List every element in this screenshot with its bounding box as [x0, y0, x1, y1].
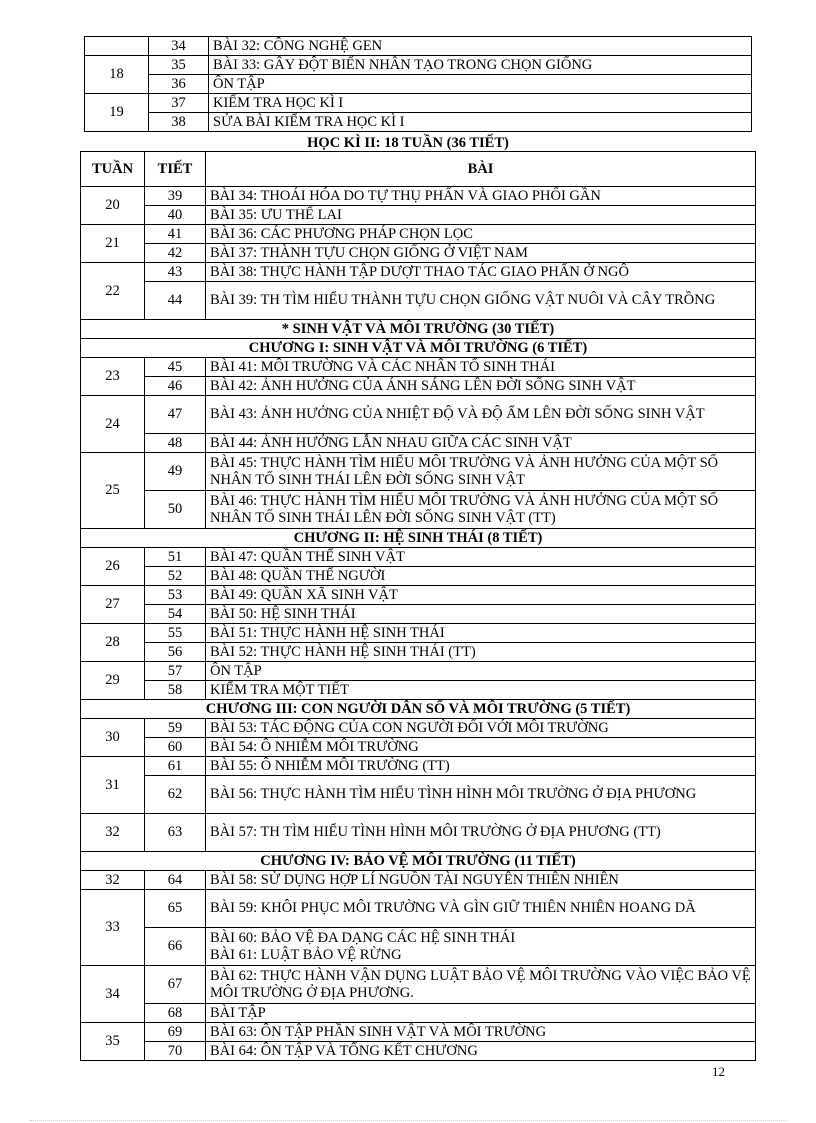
period-cell: 70 [145, 1042, 206, 1061]
lesson-cell: BÀI 53: TÁC ĐỘNG CỦA CON NGƯỜI ĐỐI VỚI MÔI TRƯỜNG [206, 719, 756, 738]
lesson-cell: BÀI 47: QUẦN THỂ SINH VẬT [206, 548, 756, 567]
lesson-cell: BÀI 32: CÔNG NGHỆ GEN [209, 37, 752, 56]
lesson-row [81, 263, 756, 282]
period-cell: 41 [145, 225, 206, 244]
lesson-cell: KIỂM TRA HỌC KÌ I [209, 94, 752, 113]
period-cell: 46 [145, 377, 206, 396]
lesson-row [81, 1004, 756, 1023]
lesson-cell: BÀI 35: ƯU THẾ LAI [206, 206, 756, 225]
lesson-row [81, 871, 756, 890]
section-heading-row [81, 339, 756, 358]
lesson-row [81, 814, 756, 852]
lesson-row [81, 377, 756, 396]
lesson-cell: BÀI 62: THỰC HÀNH VẬN DỤNG LUẬT BẢO VỆ MÔI TRƯỜNG VÀO VIỆC BẢO VỆ MÔI TRƯỜNG Ở ĐỊA PHƯƠNG. [206, 966, 756, 1004]
lesson-row [81, 434, 756, 453]
section-heading: CHƯƠNG III: CON NGƯỜI DÂN SỐ VÀ MÔI TRƯỜNG (5 TIẾT) [81, 700, 756, 719]
period-cell: 67 [145, 966, 206, 1004]
lesson-row [81, 1023, 756, 1042]
period-cell: 42 [145, 244, 206, 263]
week-cell: 31 [81, 757, 145, 814]
lesson-cell: BÀI 43: ẢNH HƯỞNG CỦA NHIỆT ĐỘ VÀ ĐỘ ẨM LÊN ĐỜI SỐNG SINH VẬT [206, 396, 756, 434]
period-cell: 47 [145, 396, 206, 434]
period-cell: 48 [145, 434, 206, 453]
lesson-row [85, 37, 752, 56]
week-cell: 18 [85, 56, 149, 94]
lesson-cell: BÀI 56: THỰC HÀNH TÌM HIỂU TÌNH HÌNH MÔI TRƯỜNG Ở ĐỊA PHƯƠNG [206, 776, 756, 814]
semester1-tail-body [85, 37, 752, 132]
semester2-title: HỌC KÌ II: 18 TUẦN (36 TIẾT) [307, 135, 509, 151]
lesson-cell: ÔN TẬP [209, 75, 752, 94]
lesson-row [85, 94, 752, 113]
section-heading-row [81, 852, 756, 871]
header-week: TUẦN [81, 152, 145, 187]
lesson-row [81, 966, 756, 1004]
lesson-row [81, 244, 756, 263]
lesson-cell: BÀI 41: MÔI TRƯỜNG VÀ CÁC NHÂN TỐ SINH THÁI [206, 358, 756, 377]
lesson-row [81, 928, 756, 966]
lesson-cell: BÀI 42: ẢNH HƯỞNG CỦA ÁNH SÁNG LÊN ĐỜI SỐNG SINH VẬT [206, 377, 756, 396]
lesson-cell: BÀI 46: THỰC HÀNH TÌM HIỂU MÔI TRƯỜNG VÀ ẢNH HƯỞNG CỦA MỘT SỐ NHÂN TỐ SINH THÁI LÊN ĐỜI SỐNG SINH VẬT (TT) [206, 491, 756, 529]
semester1-tail-table [84, 36, 752, 132]
section-heading: * SINH VẬT VÀ MÔI TRƯỜNG (30 TIẾT) [81, 320, 756, 339]
section-heading-row [81, 529, 756, 548]
period-cell: 63 [145, 814, 206, 852]
lesson-cell: BÀI 39: TH TÌM HIỂU THÀNH TỰU CHỌN GIỐNG VẬT NUÔI VÀ CÂY TRỒNG [206, 282, 756, 320]
lesson-cell: BÀI 50: HỆ SINH THÁI [206, 605, 756, 624]
period-cell: 35 [149, 56, 209, 75]
lesson-cell: BÀI 58: SỬ DỤNG HỢP LÍ NGUỒN TÀI NGUYÊN THIÊN NHIÊN [206, 871, 756, 890]
period-cell: 68 [145, 1004, 206, 1023]
period-cell: 52 [145, 567, 206, 586]
week-cell: 23 [81, 358, 145, 396]
period-cell: 44 [145, 282, 206, 320]
lesson-row [81, 1042, 756, 1061]
lesson-cell: ÔN TẬP [206, 662, 756, 681]
week-cell: 33 [81, 890, 145, 966]
lesson-cell: BÀI 34: THOÁI HÓA DO TỰ THỤ PHẤN VÀ GIAO PHỐI GẦN [206, 187, 756, 206]
lesson-row [81, 282, 756, 320]
lesson-row [81, 681, 756, 700]
week-cell: 19 [85, 94, 149, 132]
lesson-cell: BÀI 59: KHÔI PHỤC MÔI TRƯỜNG VÀ GÌN GIỮ THIÊN NHIÊN HOANG DÃ [206, 890, 756, 928]
period-cell: 66 [145, 928, 206, 966]
lesson-row [81, 225, 756, 244]
lesson-cell: BÀI 51: THỰC HÀNH HỆ SINH THÁI [206, 624, 756, 643]
lesson-row [81, 890, 756, 928]
header-lesson: BÀI [206, 152, 756, 187]
lesson-row [85, 113, 752, 132]
period-cell: 55 [145, 624, 206, 643]
week-cell: 21 [81, 225, 145, 263]
period-cell: 53 [145, 586, 206, 605]
week-cell: 28 [81, 624, 145, 662]
period-cell: 62 [145, 776, 206, 814]
lesson-cell: BÀI 45: THỰC HÀNH TÌM HIỂU MÔI TRƯỜNG VÀ ẢNH HƯỞNG CỦA MỘT SỐ NHÂN TỐ SINH THÁI LÊN ĐỜI SỐNG SINH VẬT [206, 453, 756, 491]
period-cell: 61 [145, 757, 206, 776]
period-cell: 65 [145, 890, 206, 928]
period-cell: 38 [149, 113, 209, 132]
lesson-cell: BÀI 60: BẢO VỆ ĐA DẠNG CÁC HỆ SINH THÁI BÀI 61: LUẬT BẢO VỆ RỪNG [206, 928, 756, 966]
week-cell [85, 37, 149, 56]
week-cell: 25 [81, 453, 145, 529]
section-heading: CHƯƠNG I: SINH VẬT VÀ MÔI TRƯỜNG (6 TIẾT) [81, 339, 756, 358]
lesson-cell: BÀI 49: QUẦN XÃ SINH VẬT [206, 586, 756, 605]
period-cell: 64 [145, 871, 206, 890]
period-cell: 37 [149, 94, 209, 113]
section-heading: CHƯƠNG II: HỆ SINH THÁI (8 TIẾT) [81, 529, 756, 548]
semester2-schedule-table [80, 151, 756, 1061]
period-cell: 50 [145, 491, 206, 529]
lesson-row [81, 643, 756, 662]
lesson-row [85, 75, 752, 94]
section-heading-row [81, 320, 756, 339]
lesson-row [81, 187, 756, 206]
lesson-row [81, 624, 756, 643]
lesson-row [81, 548, 756, 567]
lesson-cell: BÀI 48: QUẦN THỂ NGƯỜI [206, 567, 756, 586]
lesson-cell: BÀI 55: Ô NHIỄM MÔI TRƯỜNG (TT) [206, 757, 756, 776]
week-cell: 32 [81, 871, 145, 890]
lesson-row [81, 491, 756, 529]
semester2-schedule-body [81, 187, 756, 1061]
period-cell: 57 [145, 662, 206, 681]
lesson-row [81, 662, 756, 681]
header-period: TIẾT [145, 152, 206, 187]
week-cell: 27 [81, 586, 145, 624]
period-cell: 59 [145, 719, 206, 738]
week-cell: 30 [81, 719, 145, 757]
period-cell: 54 [145, 605, 206, 624]
week-cell: 26 [81, 548, 145, 586]
period-cell: 69 [145, 1023, 206, 1042]
lesson-cell: BÀI 36: CÁC PHƯƠNG PHÁP CHỌN LỌC [206, 225, 756, 244]
week-cell: 34 [81, 966, 145, 1023]
lesson-cell: BÀI 38: THỰC HÀNH TẬP DƯỢT THAO TÁC GIAO PHẤN Ở NGÔ [206, 263, 756, 282]
period-cell: 56 [145, 643, 206, 662]
lesson-cell: BÀI 54: Ô NHIỄM MÔI TRƯỜNG [206, 738, 756, 757]
lesson-row [81, 757, 756, 776]
week-cell: 35 [81, 1023, 145, 1061]
lesson-cell: SỬA BÀI KIỂM TRA HỌC KÌ I [209, 113, 752, 132]
lesson-cell: BÀI 64: ÔN TẬP VÀ TỔNG KẾT CHƯƠNG [206, 1042, 756, 1061]
section-heading-row [81, 700, 756, 719]
lesson-cell: BÀI 44: ẢNH HƯỞNG LẪN NHAU GIỮA CÁC SINH VẬT [206, 434, 756, 453]
week-cell: 32 [81, 814, 145, 852]
header-row [81, 152, 756, 187]
lesson-row [81, 567, 756, 586]
lesson-row [81, 396, 756, 434]
period-cell: 58 [145, 681, 206, 700]
lesson-row [81, 586, 756, 605]
lesson-cell: BÀI TẬP [206, 1004, 756, 1023]
lesson-row [81, 738, 756, 757]
page-number: 12 [712, 1064, 725, 1079]
period-cell: 51 [145, 548, 206, 567]
period-cell: 39 [145, 187, 206, 206]
lesson-cell: BÀI 63: ÔN TẬP PHẦN SINH VẬT VÀ MÔI TRƯỜNG [206, 1023, 756, 1042]
lesson-cell: KIỂM TRA MỘT TIẾT [206, 681, 756, 700]
week-cell: 22 [81, 263, 145, 320]
period-cell: 34 [149, 37, 209, 56]
period-cell: 43 [145, 263, 206, 282]
lesson-row [81, 776, 756, 814]
week-cell: 29 [81, 662, 145, 700]
lesson-cell: BÀI 57: TH TÌM HIỂU TÌNH HÌNH MÔI TRƯỜNG Ở ĐỊA PHƯƠNG (TT) [206, 814, 756, 852]
week-cell: 20 [81, 187, 145, 225]
lesson-row [81, 453, 756, 491]
period-cell: 60 [145, 738, 206, 757]
section-heading: CHƯƠNG IV: BẢO VỆ MÔI TRƯỜNG (11 TIẾT) [81, 852, 756, 871]
period-cell: 36 [149, 75, 209, 94]
week-cell: 24 [81, 396, 145, 453]
lesson-cell: BÀI 52: THỰC HÀNH HỆ SINH THÁI (TT) [206, 643, 756, 662]
lesson-row [81, 719, 756, 738]
lesson-cell: BÀI 33: GÂY ĐỘT BIẾN NHÂN TẠO TRONG CHỌN GIỐNG [209, 56, 752, 75]
period-cell: 49 [145, 453, 206, 491]
period-cell: 40 [145, 206, 206, 225]
lesson-row [81, 206, 756, 225]
lesson-row [85, 56, 752, 75]
lesson-row [81, 605, 756, 624]
lesson-cell: BÀI 37: THÀNH TỰU CHỌN GIỐNG Ở VIỆT NAM [206, 244, 756, 263]
period-cell: 45 [145, 358, 206, 377]
page-bottom-rule [30, 1120, 786, 1121]
lesson-row [81, 358, 756, 377]
